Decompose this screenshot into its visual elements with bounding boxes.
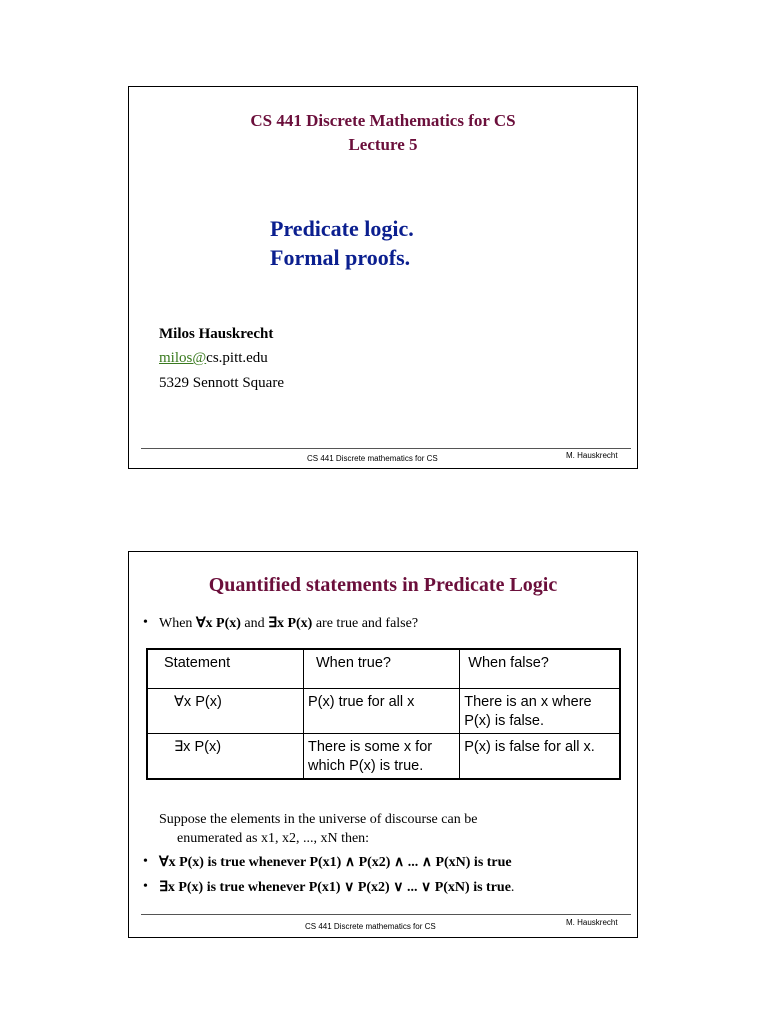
forall-statement: ∀x P(x) is true whenever P(x1) ∧ P(x2) ∧ ... ∧ P(xN) is true [159,855,512,870]
question-forall: ∀x P(x) [195,616,241,631]
author-name: Milos Hauskrecht [159,326,274,342]
table-header-row [147,649,620,689]
forall-bullet [143,854,512,871]
topic-line-2: Formal proofs. [270,245,411,270]
topic-line-1: Predicate logic. [270,216,414,241]
course-title: CS 441 Discrete Mathematics for CS [250,111,516,130]
author-email [159,348,268,368]
footer-course: CS 441 Discrete mathematics for CS [307,454,438,463]
question-exists: ∃x P(x) [268,616,313,631]
quantifier-table [146,648,621,780]
question-post: are true and false? [312,616,419,631]
email-link[interactable]: milos@ [159,350,207,366]
slide-title: Quantified statements in Predicate Logic [208,574,558,596]
table-row [147,689,620,734]
question-bullet [143,615,419,632]
bullet-icon: • [143,615,148,630]
table-cell: There is an x where P(x) is false. [460,689,620,734]
bullet-icon: • [143,879,148,894]
question-pre: When [159,616,196,631]
table-header: When false? [460,649,620,689]
slide-1 [128,86,638,469]
table-cell: There is some x for which P(x) is true. [304,734,460,780]
question-mid: and [240,616,269,631]
table-cell: ∀x P(x) [147,689,304,734]
exists-bullet [143,879,515,896]
footer-author: M. Hauskrecht [566,451,618,460]
lecture-number: Lecture 5 [348,135,418,154]
table-header: Statement [147,649,304,689]
bullet-icon: • [143,854,148,869]
table-cell: P(x) is false for all x. [460,734,620,780]
footer-divider [141,448,631,449]
exists-period: . [510,880,515,895]
footer-author: M. Hauskrecht [566,918,618,927]
footer-course: CS 441 Discrete mathematics for CS [305,922,436,931]
table-cell: P(x) true for all x [304,689,460,734]
exists-statement: ∃x P(x) is true whenever P(x1) ∨ P(x2) ∨ ... ∨ P(xN) is true [159,880,511,895]
table-row [147,734,620,780]
email-domain: cs.pitt.edu [206,350,268,366]
suppose-line-2: enumerated as x1, x2, ..., xN then: [177,831,370,846]
slide-2 [128,551,638,938]
table-cell: ∃x P(x) [147,734,304,780]
office-location: 5329 Sennott Square [159,375,284,391]
footer-divider [141,914,631,915]
suppose-line-1: Suppose the elements in the universe of discourse can be [159,812,478,827]
table-header: When true? [304,649,460,689]
